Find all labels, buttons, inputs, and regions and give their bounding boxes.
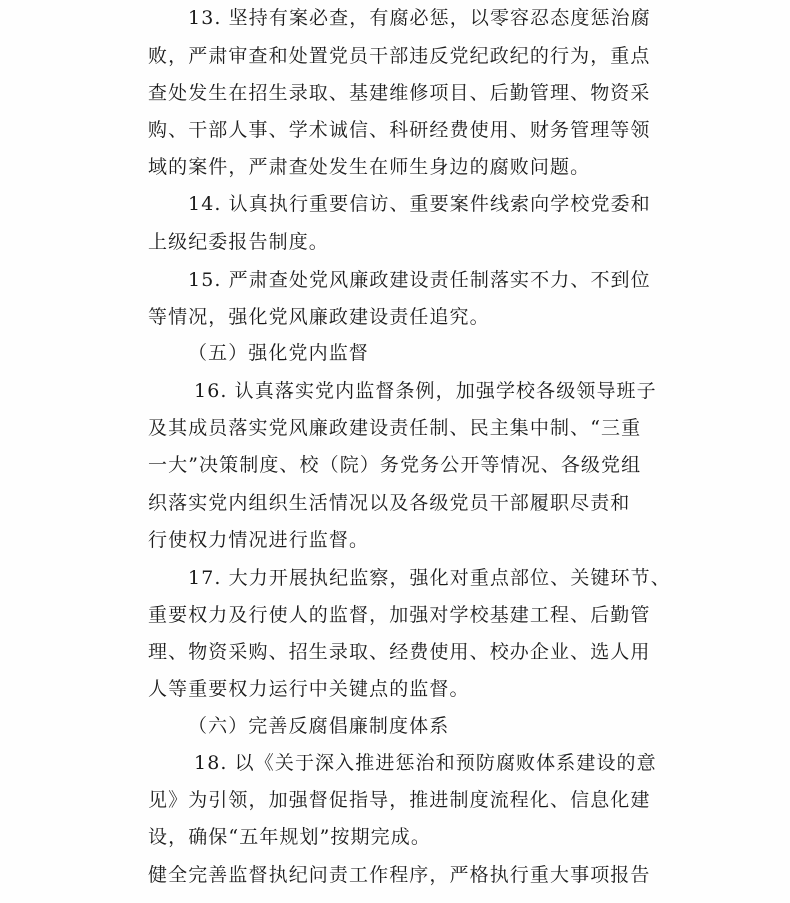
paragraph-16-line-2: 及其成员落实党风廉政建设责任制、民主集中制、“三重 (148, 417, 642, 440)
paragraph-16-line-3: 一大”决策制度、校（院）务党务公开等情况、各级党组 (148, 454, 642, 477)
paragraph-15-line-2: 等情况，强化党风廉政建设责任追究。 (148, 305, 490, 328)
paragraph-13-line-5: 域的案件，严肃查处发生在师生身边的腐败问题。 (148, 156, 591, 179)
paragraph-17-line-2: 重要权力及行使人的监督，加强对学校基建工程、后勤管 (148, 604, 651, 627)
paragraph-16-line-4: 织落实党内组织生活情况以及各级党员干部履职尽责和 (148, 491, 631, 514)
paragraph-14-line-1: 14. 认真执行重要信访、重要案件线索向学校党委和 (188, 193, 651, 216)
paragraph-18-line-2: 见》为引领，加强督促指导，推进制度流程化、信息化建 (148, 789, 651, 812)
paragraph-13-line-2: 败，严肃审查和处置党员干部违反党纪政纪的行为，重点 (148, 44, 651, 67)
paragraph-13-line-3: 查处发生在招生录取、基建维修项目、后勤管理、物资采 (148, 81, 651, 104)
paragraph-19-line-1: 健全完善监督执纪问责工作程序，严格执行重大事项报告 (148, 863, 651, 886)
paragraph-18-line-3: 设，确保“五年规划”按期完成。 (148, 826, 431, 849)
paragraph-13-line-1: 13. 坚持有案必查，有腐必惩，以零容忍态度惩治腐 (188, 6, 651, 29)
section-heading-5: （五）强化党内监督 (188, 342, 369, 364)
section-heading-6: （六）完善反腐倡廉制度体系 (188, 714, 450, 737)
paragraph-16-line-5: 行使权力情况进行监督。 (148, 528, 370, 551)
paragraph-18-line-1: 18. 以《关于深入推进惩治和预防腐败体系建设的意 (194, 752, 657, 774)
paragraph-16-line-1: 16. 认真落实党内监督条例，加强学校各级领导班子 (194, 380, 657, 403)
paragraph-14-line-2: 上级纪委报告制度。 (148, 231, 329, 254)
paragraph-17-line-3: 理、物资采购、招生录取、经费使用、校办企业、选人用 (148, 641, 651, 664)
paragraph-13-line-4: 购、干部人事、学术诚信、科研经费使用、财务管理等领 (148, 118, 651, 141)
paragraph-17-line-4: 人等重要权力运行中关键点的监督。 (148, 678, 470, 701)
paragraph-17-line-1: 17. 大力开展执纪监察，强化对重点部位、关键环节、 (188, 566, 671, 589)
paragraph-15-line-1: 15. 严肃查处党风廉政建设责任制落实不力、不到位 (188, 268, 651, 291)
